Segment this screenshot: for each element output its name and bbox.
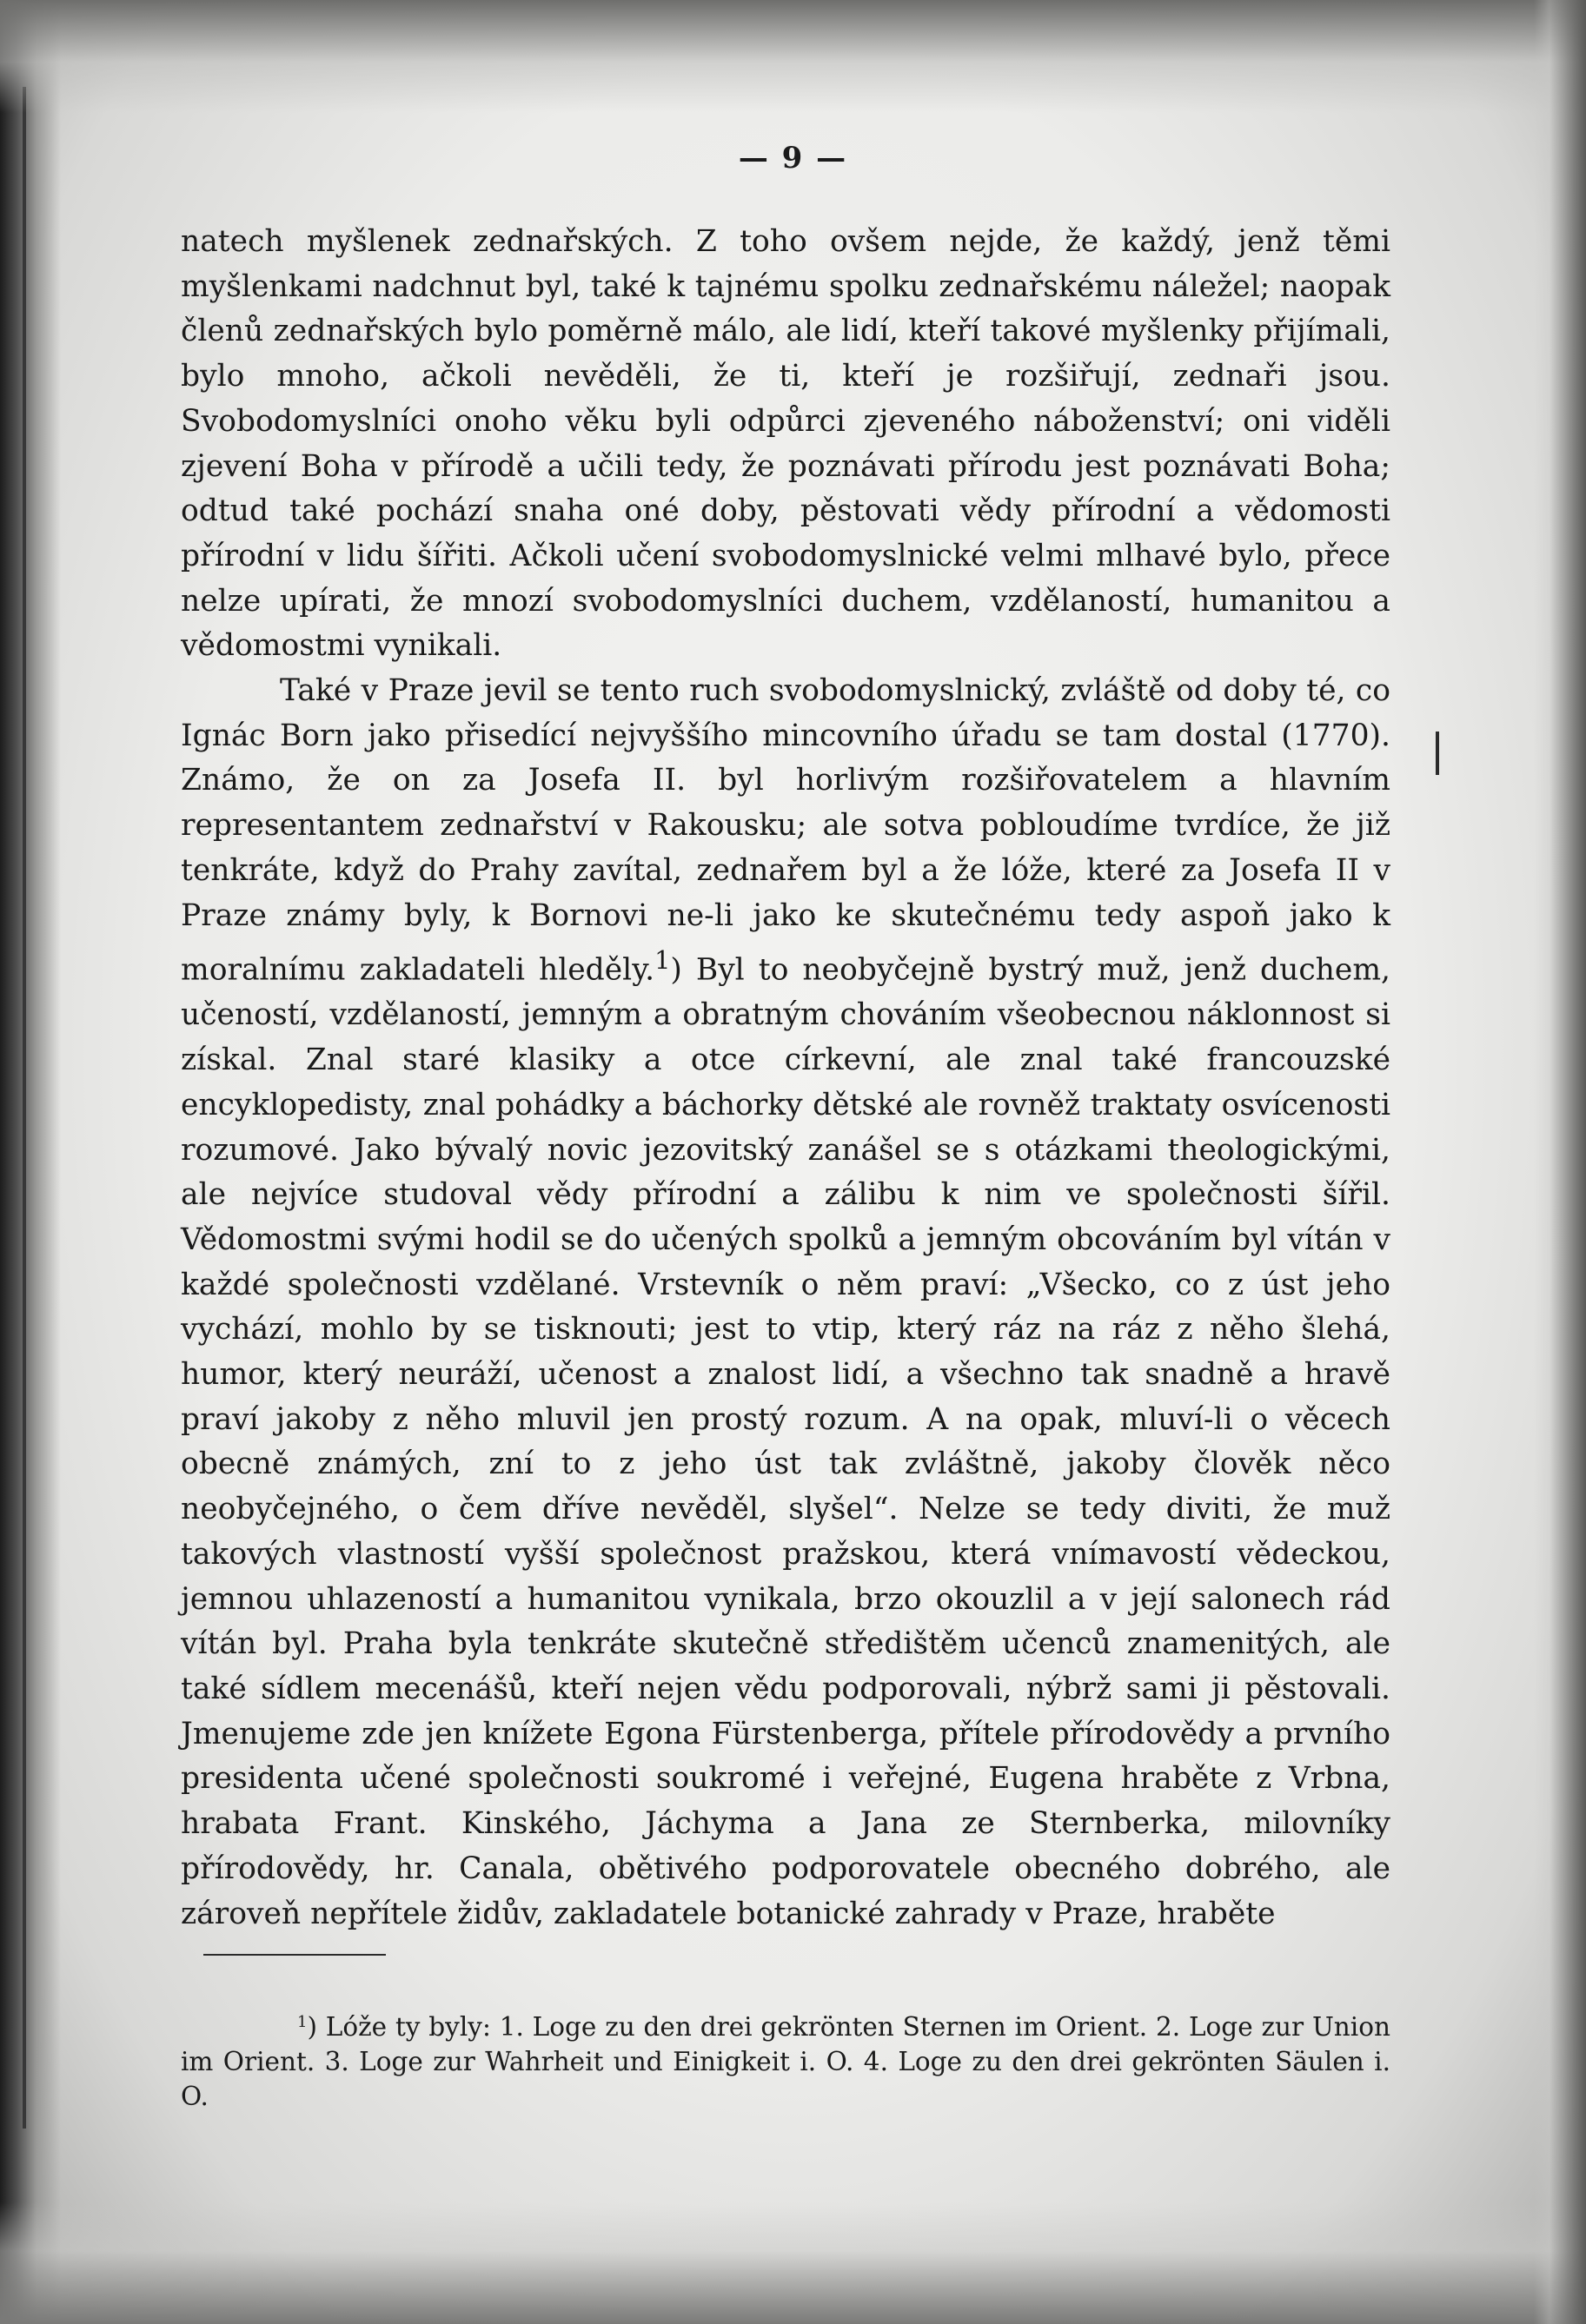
top-edge-shadow: [0, 0, 1586, 113]
page-binding-shadow: [0, 0, 61, 2324]
footnotes: [181, 2005, 1390, 2114]
paragraph-2-text: Také v Praze jevil se tento ruch svobodomyslnický, zvláště od doby té, co Ignác Born jako přisedící nejvyššího mincovního úřadu se tam dostal (1770). Známo, že on za Josefa II. byl horlivým rozšiřovatelem a hlavním representantem zednařství v Rakousku; ale sotva pobloudíme tvrdíce, že již tenkráte, když do Prahy zavítal, zednařem byl a že lóže, které za Josefa II v Praze známy byly, k Bornovi ne-li jako ke skutečnému tedy aspoň jako k moralnímu zakladateli hleděly.: [181, 673, 1390, 988]
footnote-marker: 1: [297, 2013, 308, 2031]
paragraph-2-continuation: ) Byl to neobyčejně bystrý muž, jenž duchem, učeností, vzdělaností, jemným a obratným chováním všeobecnou náklonnost si získal. Znal staré klasiky a otce církevní, ale znal také francouzské encyklopedisty, znal pohádky a báchorky dětské ale rovněž traktaty osvícenosti rozumové. Jako bývalý novic jezovitský zanášel se s otázkami theologickými, ale nejvíce studoval vědy přírodní a zálibu k nim ve společnosti šířil. Vědomostmi svými hodil se do učených spolků a jemným obcováním byl vítán v každé společnosti vzdělané. Vrstevník o něm praví: „Všecko, co z úst jeho vychází, mohlo by se tisknouti; jest to vtip, který ráz na ráz z něho šlehá, humor, který neuráží, učenost a znalost lidí, a všechno tak snadně a hravě praví jakoby z něho mluvil jen prostý rozum. A na opak, mluví-li o věcech obecně známých, zní to z jeho úst tak zvláštně, jakoby člověk něco neobyčejného, o čem dříve nevěděl, slyšel“. Nelze se tedy diviti, že muž takových vlastností vyšší společnost pražskou, která vnímavostí vědeckou, jemnou uhlazeností a humanitou vynikala, brzo okouzlil a v její salonech rád vítán byl. Praha byla tenkráte skutečně středištěm učenců znamenitých, ale také sídlem mecenášů, kteří nejen vědu podporovali, nýbrž sami ji pěstovali. Jmenujeme zde jen knížete Egona Fürstenberga, přítele přírodovědy a prvního presidenta učené společnosti soukromé i veřejné, Eugena hraběte z Vrbna, hrabata Frant. Kinského, Jáchyma a Jana ze Sternberka, milovníky přírodovědy, hr. Canala, obětivého podporovatele obecného dobrého, ale zároveň nepřítele židův, zakladatele botanické zahrady v Praze, hraběte: [181, 952, 1390, 1931]
margin-mark: [1436, 732, 1439, 775]
footnote-1: [181, 2005, 1390, 2114]
footnote-text: ) Lóže ty byly: 1. Loge zu den drei gekrönten Sternen im Orient. 2. Loge zur Union im Orient. 3. Loge zur Wahrheit und Einigkeit i. O. 4. Loge zu den drei gekrönten Säulen i. O.: [181, 2012, 1390, 2111]
paragraph-1: natech myšlenek zednařských. Z toho ovšem nejde, že každý, jenž těmi myšlenkami nadchnut byl, také k tajnému spolku zednařskému náležel; naopak členů zednařských bylo poměrně málo, ale lidí, kteří takové myšlenky přijímali, bylo mnoho, ačkoli nevěděli, že ti, kteří je rozšiřují, zednaři jsou. Svobodomyslníci onoho věku byli odpůrci zjeveného náboženství; oni viděli zjevení Boha v přírodě a učili tedy, že poznávati přírodu jest poznávati Boha; odtud také pochází snaha oné doby, pěstovati vědy přírodní a vědomosti přírodní v lidu šířiti. Ačkoli učení svobodomyslnické velmi mlhavé bylo, přece nelze upírati, že mnozí svobodomyslníci duchem, vzdělaností, humanitou a vědomostmi vynikali.: [181, 224, 1390, 664]
footnote-reference: 1: [654, 945, 671, 976]
paragraph-2: [181, 669, 1390, 1937]
body-text: [181, 220, 1390, 1937]
right-edge-shadow: [1534, 0, 1586, 2324]
footnote-divider: [203, 1954, 386, 1956]
binding-crease: [23, 87, 26, 2129]
page-number: — 9 —: [738, 141, 848, 175]
bottom-edge-shadow: [0, 2202, 1586, 2324]
